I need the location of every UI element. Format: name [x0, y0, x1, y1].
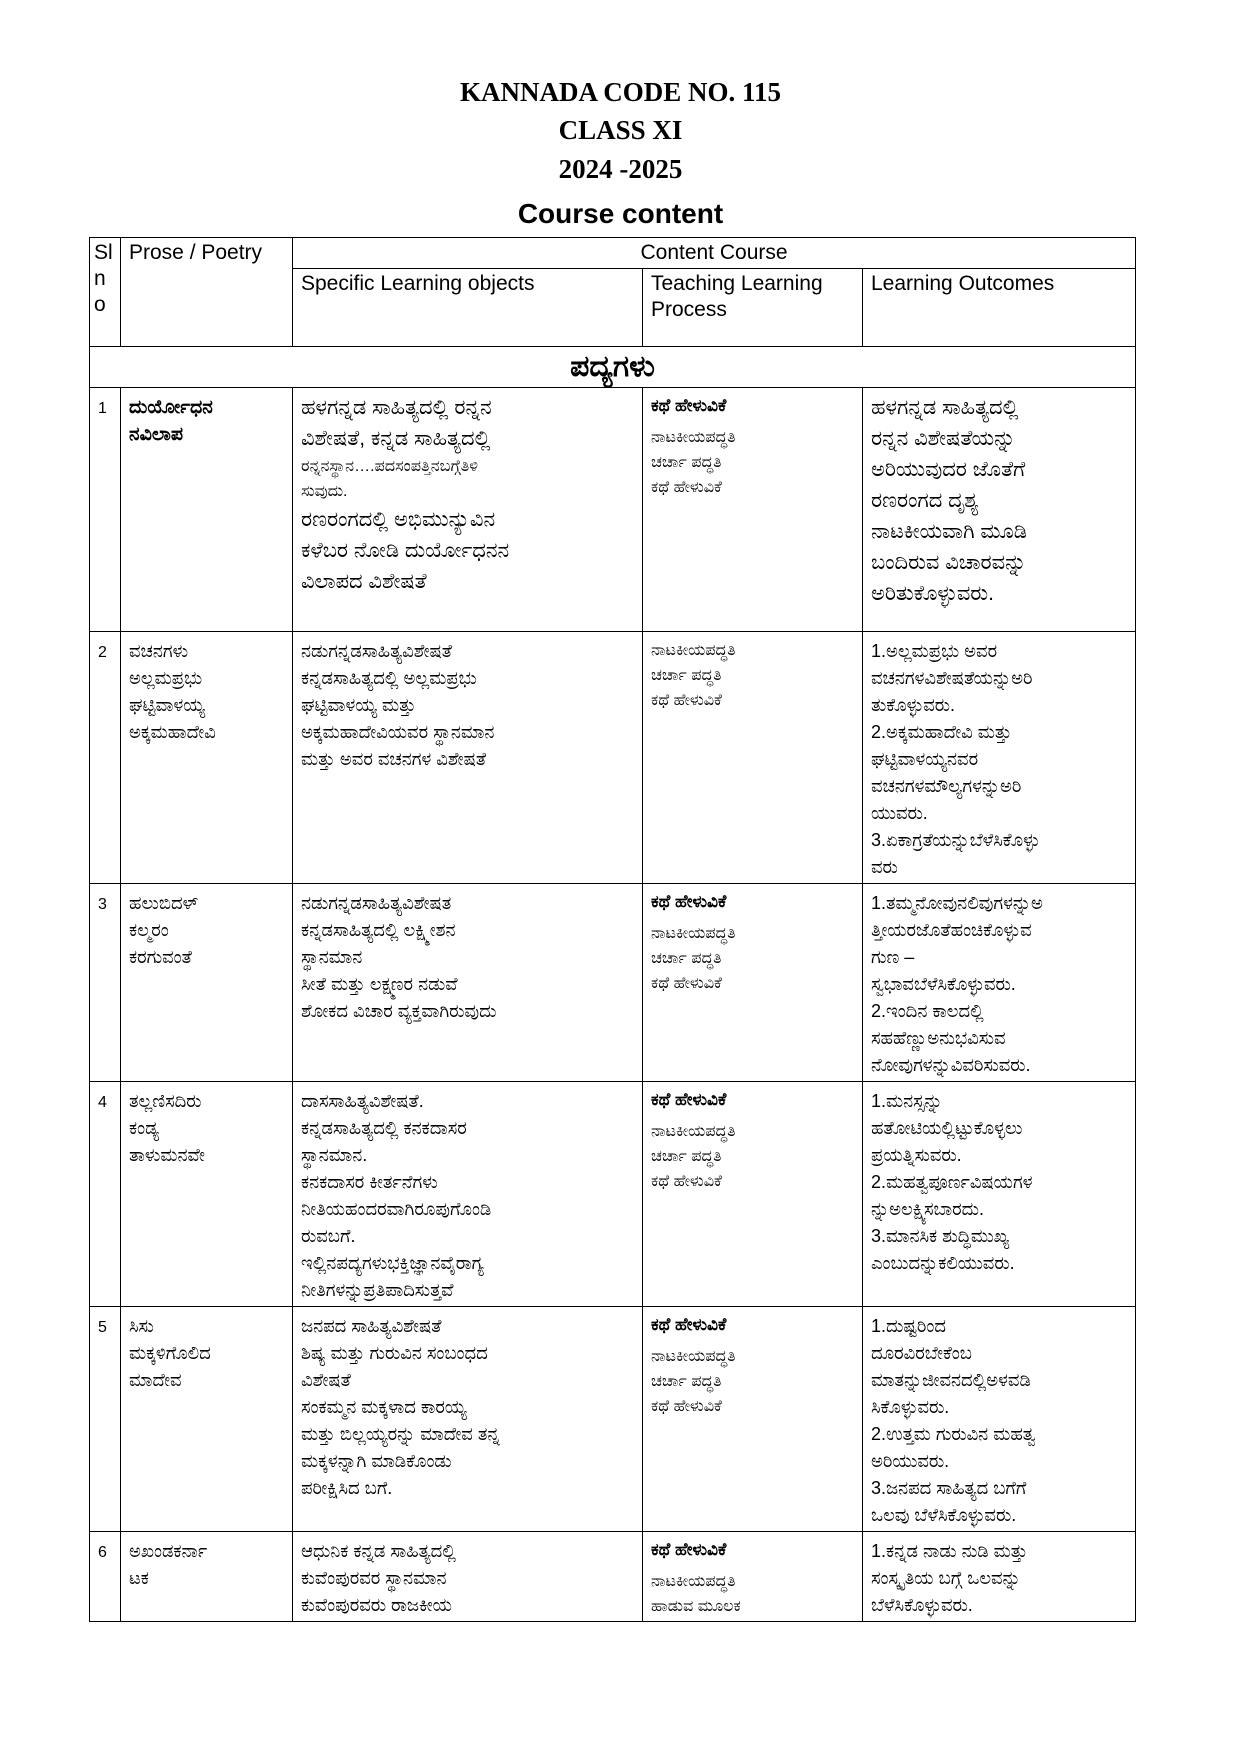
- col-header-learning-outcomes: Learning Outcomes: [863, 269, 1136, 347]
- lesson-title-line: ಕಲ್ಮರಂ: [129, 920, 169, 940]
- lo-line: ಒಲವು ಬೆಳೆಸಿಕೊಳ್ಳುವರು.: [871, 1505, 1017, 1525]
- teaching-learning-process: [643, 1307, 863, 1532]
- lesson-title-line: ದುರ್ಯೋಧನ: [129, 397, 213, 418]
- specific-learning-objects: [293, 388, 643, 632]
- slo-line: ಮಕ್ಕಳನ್ನಾಗಿ ಮಾಡಿಕೊಂಡು: [301, 1451, 452, 1471]
- row-number: 1: [90, 388, 121, 632]
- learning-outcomes: [863, 388, 1136, 632]
- col-header-teaching-learning-process: Teaching Learning Process: [643, 269, 863, 347]
- lo-line: ನೋವುಗಳನ್ನುವಿವರಿಸುವರು.: [871, 1055, 1031, 1075]
- col-header-sl-no: Sl no: [90, 238, 121, 347]
- section-heading-poems: ಪದ್ಯಗಳು: [90, 347, 1136, 388]
- lo-line: ನಾಟಕೀಯವಾಗಿ ಮೂಡಿ: [871, 520, 1027, 543]
- slo-line: ಸುವುದು.: [301, 483, 348, 500]
- col-header-content-course: Content Course: [293, 238, 1136, 269]
- lo-line: ರನ್ನನ ವಿಶೇಷತೆಯನ್ನು: [871, 427, 1016, 450]
- tlp-line: ಚರ್ಚಾ ಪದ್ಧತಿ: [651, 454, 722, 471]
- slo-line: ಶಿಷ್ಯ ಮತ್ತು ಗುರುವಿನ ಸಂಬಂಧದ: [301, 1343, 488, 1363]
- lo-line: ಅರಿಯುವುದರ ಜೊತೆಗೆ: [871, 458, 1026, 481]
- tlp-line: ನಾಟಕೀಯಪದ್ಧತಿ: [651, 1123, 736, 1140]
- lesson-title-line: ನವಿಲಾಪ: [129, 424, 184, 445]
- lo-line: ಸ್ವಭಾವಬೆಳೆಸಿಕೊಳ್ಳುವರು.: [871, 974, 1016, 994]
- slo-line: ರುವಬಗೆ.: [301, 1226, 356, 1246]
- col-header-prose-poetry: Prose / Poetry: [121, 238, 293, 347]
- lesson-title-line: ತಲ್ಲಣಿಸದಿರು: [129, 1091, 202, 1111]
- lo-line: 2.ಉತ್ತಮ ಗುರುವಿನ ಮಹತ್ವ: [871, 1424, 1036, 1444]
- slo-line: ಸ್ಥಾನಮಾನ: [301, 947, 363, 967]
- lo-line: ಸಹಹೆಣ್ಣುಅನುಭವಿಸುವ: [871, 1028, 1006, 1048]
- tlp-line: ಚರ್ಚಾ ಪದ್ಧತಿ: [651, 1148, 722, 1165]
- lo-line: ಪ್ರಯತ್ನಿಸುವರು.: [871, 1145, 962, 1165]
- slo-line: ರಣರಂಗದಲ್ಲಿ ಅಭಿಮುನ್ಯುವಿನ: [301, 508, 496, 531]
- table-row: [90, 1532, 1136, 1622]
- slo-line: ರನ್ನನಸ್ಥಾನ….ಪದಸಂಪತ್ತಿನಬಗ್ಗೆತಿಳಿ: [301, 458, 478, 475]
- lesson-title-line: ವಚನಗಳು: [129, 641, 189, 661]
- col-header-specific-learning-objects: Specific Learning objects: [293, 269, 643, 347]
- learning-outcomes: [863, 1082, 1136, 1307]
- tlp-line: ನಾಟಕೀಯಪದ್ಧತಿ: [651, 642, 736, 659]
- slo-line: ಮತ್ತು ಬಿಲ್ಲಯ್ಯರನ್ನು ಮಾದೇವ ತನ್ನ: [301, 1424, 500, 1444]
- tlp-line: ನಾಟಕೀಯಪದ್ಧತಿ: [651, 1573, 736, 1590]
- tlp-line: ಚರ್ಚಾ ಪದ್ಧತಿ: [651, 1373, 722, 1390]
- lo-line: 1.ಕನ್ನಡ ನಾಡು ನುಡಿ ಮತ್ತು: [871, 1541, 1028, 1561]
- lo-line: ತ್ತೀಯರಜೊತೆಹಂಚಿಕೊಳ್ಳುವ: [871, 920, 1032, 940]
- lo-line: ಘಟ್ಟಿವಾಳಯ್ಯನವರ: [871, 749, 979, 769]
- tlp-line: ಚರ್ಚಾ ಪದ್ಧತಿ: [651, 950, 722, 967]
- lesson-title-line: ಕಂಡ್ಯ: [129, 1118, 160, 1138]
- lo-line: ಹತೋಟಿಯಲ್ಲಿಟ್ಟುಕೊಳ್ಳಲು: [871, 1118, 1023, 1138]
- teaching-learning-process: [643, 884, 863, 1082]
- year-heading: 2024 -2025: [558, 154, 683, 184]
- lo-line: ಸಂಸ್ಕೃತಿಯ ಬಗ್ಗೆ ಒಲವನ್ನು: [871, 1568, 1021, 1588]
- table-row: [90, 632, 1136, 884]
- lesson-title-line: ಸಿಸು: [129, 1316, 154, 1336]
- slo-line: ಸೀತೆ ಮತ್ತು ಲಕ್ಷ್ಮಣರ ನಡುವೆ: [301, 974, 458, 994]
- lesson-title-line: ಕರಗುವಂತೆ: [129, 947, 192, 967]
- tlp-bold-line: ಕಥೆ ಹೇಳುವಿಕೆ: [651, 1315, 727, 1334]
- teaching-learning-process: [643, 388, 863, 632]
- slo-line: ಮತ್ತು ಅವರ ವಚನಗಳ ವಿಶೇಷತೆ: [301, 749, 487, 769]
- lesson-title: [121, 1082, 293, 1307]
- specific-learning-objects: [293, 1307, 643, 1532]
- slo-line: ಆಧುನಿಕ ಕನ್ನಡ ಸಾಹಿತ್ಯದಲ್ಲಿ: [301, 1541, 456, 1561]
- row-number: 5: [90, 1307, 121, 1532]
- lesson-title-line: ಮಕ್ಕಳಿಗೊಲಿದ: [129, 1343, 211, 1363]
- lo-line: ಮಾತನ್ನುಜೀವನದಲ್ಲಿಅಳವಡಿ: [871, 1370, 1031, 1390]
- tlp-line: ನಾಟಕೀಯಪದ್ಧತಿ: [651, 429, 736, 446]
- learning-outcomes: [863, 884, 1136, 1082]
- lo-line: 3.ಜನಪದ ಸಾಹಿತ್ಯದ ಬಗೆಗೆ: [871, 1478, 1027, 1498]
- slo-line: ಸ್ಥಾನಮಾನ.: [301, 1145, 368, 1165]
- lo-line: ಅರಿತುಕೊಳ್ಳುವರು.: [871, 582, 994, 605]
- course-content-title: Course content: [517, 198, 724, 229]
- teaching-learning-process: [643, 632, 863, 884]
- lo-line: ಹಳಗನ್ನಡ ಸಾಹಿತ್ಯದಲ್ಲಿ: [871, 396, 1019, 419]
- slo-line: ವಿಶೇಷತೆ: [301, 1370, 351, 1390]
- lo-line: ವಚನಗಳವಿಶೇಷತೆಯನ್ನುಅರಿ: [871, 668, 1033, 688]
- slo-line: ನಡುಗನ್ನಡಸಾಹಿತ್ಯವಿಶೇಷತ: [301, 893, 452, 913]
- lesson-title: [121, 388, 293, 632]
- table-row: [90, 1307, 1136, 1532]
- slo-line: ಸಂಕಮ್ಮನ ಮಕ್ಕಳಾದ ಕಾರಯ್ಯ: [301, 1397, 467, 1417]
- lo-line: ಬಂದಿರುವ ವಿಚಾರವನ್ನು: [871, 551, 1027, 574]
- tlp-line: ಕಥೆ ಹೇಳುವಿಕೆ: [651, 1398, 722, 1415]
- slo-line: ಜನಪದ ಸಾಹಿತ್ಯವಿಶೇಷತೆ: [301, 1316, 442, 1336]
- lo-line: 2.ಮಹತ್ವಪೂರ್ಣವಿಷಯಗಳ: [871, 1172, 1033, 1192]
- tlp-line: ಕಥೆ ಹೇಳುವಿಕೆ: [651, 692, 722, 709]
- slo-line: ನಡುಗನ್ನಡಸಾಹಿತ್ಯವಿಶೇಷತೆ: [301, 641, 453, 661]
- lesson-title-line: ತಾಳುಮನವೇ: [129, 1145, 205, 1165]
- lo-line: ಗುಣ –: [871, 947, 915, 967]
- row-number: 3: [90, 884, 121, 1082]
- lesson-title-line: ಅಕ್ಕಮಹಾದೇವಿ: [129, 722, 216, 742]
- lo-line: ಸಿಕೊಳ್ಳುವರು.: [871, 1397, 950, 1417]
- specific-learning-objects: [293, 1532, 643, 1622]
- slo-line: ವಿಶೇಷತೆ, ಕನ್ನಡ ಸಾಹಿತ್ಯದಲ್ಲಿ: [301, 427, 491, 450]
- tlp-line: ನಾಟಕೀಯಪದ್ಧತಿ: [651, 1348, 736, 1365]
- lesson-title-line: ಹಲುಬಿದಳ್: [129, 893, 199, 913]
- row-number: 2: [90, 632, 121, 884]
- learning-outcomes: [863, 632, 1136, 884]
- lo-line: ಬೆಳೆಸಿಕೊಳ್ಳುವರು.: [871, 1595, 973, 1615]
- lesson-title: [121, 632, 293, 884]
- specific-learning-objects: [293, 884, 643, 1082]
- lo-line: 1.ಅಲ್ಲಮಪ್ರಭು ಅವರ: [871, 641, 998, 661]
- lo-line: ಯುವರು.: [871, 803, 928, 823]
- course-content-table: [89, 237, 1136, 1622]
- tlp-line: ಕಥೆ ಹೇಳುವಿಕೆ: [651, 975, 722, 992]
- lesson-title: [121, 884, 293, 1082]
- slo-line: ಅಕ್ಕಮಹಾದೇವಿಯವರ ಸ್ಥಾನಮಾನ: [301, 722, 495, 742]
- lesson-title-line: ಮಾದೇವ: [129, 1370, 182, 1390]
- tlp-bold-line: ಕಥೆ ಹೇಳುವಿಕೆ: [651, 1540, 727, 1559]
- lo-line: 1.ಮನಸ್ಸನ್ನು: [871, 1091, 943, 1111]
- tlp-bold-line: ಕಥೆ ಹೇಳುವಿಕೆ: [651, 1090, 727, 1109]
- lo-line: ಅರಿಯುವರು.: [871, 1451, 950, 1471]
- lo-line: ತುಕೊಳ್ಳುವರು.: [871, 695, 956, 715]
- lesson-title: [121, 1532, 293, 1622]
- slo-line: ಕುವೆಂಪುರವರ ಸ್ಥಾನಮಾನ: [301, 1568, 447, 1588]
- slo-line: ಕನ್ನಡಸಾಹಿತ್ಯದಲ್ಲಿ ಲಕ್ಷ್ಮೀಶನ: [301, 920, 456, 940]
- slo-line: ಕಳೆಬರ ನೋಡಿ ದುರ್ಯೋಧನನ: [301, 539, 510, 562]
- lo-line: 2.ಅಕ್ಕಮಹಾದೇವಿ ಮತ್ತು: [871, 722, 1012, 742]
- teaching-learning-process: [643, 1532, 863, 1622]
- tlp-bold-line: ಕಥೆ ಹೇಳುವಿಕೆ: [651, 396, 727, 415]
- lesson-title-line: ಅಲ್ಲಮಪ್ರಭು: [129, 668, 203, 688]
- learning-outcomes: [863, 1307, 1136, 1532]
- lesson-title-line: ಘಟ್ಟಿವಾಳಯ್ಯ: [129, 695, 206, 715]
- table-row: [90, 884, 1136, 1082]
- tlp-bold-line: ಕಥೆ ಹೇಳುವಿಕೆ: [651, 892, 727, 911]
- row-number: 6: [90, 1532, 121, 1622]
- teaching-learning-process: [643, 1082, 863, 1307]
- lesson-title: [121, 1307, 293, 1532]
- slo-line: ದಾಸಸಾಹಿತ್ಯವಿಶೇಷತೆ.: [301, 1091, 424, 1111]
- lesson-title-line: ಅಖಂಡಕರ್ನಾ: [129, 1541, 208, 1561]
- lo-line: 3.ಮಾನಸಿಕ ಶುದ್ಧಿಮುಖ್ಯ: [871, 1226, 1010, 1246]
- lesson-title-line: ಟಕ: [129, 1568, 149, 1588]
- slo-line: ಕನಕದಾಸರ ಕೀರ್ತನೆಗಳು: [301, 1172, 438, 1192]
- tlp-line: ಕಥೆ ಹೇಳುವಿಕೆ: [651, 1173, 722, 1190]
- class-heading: CLASS XI: [558, 115, 683, 145]
- slo-line: ನೀತಿಯಹಂದರವಾಗಿರೂಪುಗೊಂಡಿ: [301, 1199, 492, 1219]
- lo-line: 1.ತಮ್ಮನೋವುನಲಿವುಗಳನ್ನುಅ: [871, 893, 1043, 913]
- slo-line: ಕನ್ನಡಸಾಹಿತ್ಯದಲ್ಲಿ ಕನಕದಾಸರ: [301, 1118, 467, 1138]
- slo-line: ನೀತಿಗಳನ್ನುಪ್ರತಿಪಾದಿಸುತ್ತವೆ: [301, 1280, 454, 1300]
- row-number: 4: [90, 1082, 121, 1307]
- lo-line: ಎಂಬುದನ್ನುಕಲಿಯುವರು.: [871, 1253, 1015, 1273]
- lo-line: ನ್ನುಅಲಕ್ಷ್ಯಿಸಬಾರದು.: [871, 1199, 985, 1219]
- slo-line: ಪರೀಕ್ಷಿಸಿದ ಬಗೆ.: [301, 1478, 393, 1498]
- lo-line: 1.ದುಷ್ಟರಿಂದ: [871, 1316, 947, 1336]
- slo-line: ಹಳಗನ್ನಡ ಸಾಹಿತ್ಯದಲ್ಲಿ ರನ್ನನ: [301, 396, 492, 419]
- lo-line: ರಣರಂಗದ ದೃಶ್ಯ: [871, 489, 979, 512]
- subject-code-heading: KANNADA CODE NO. 115: [459, 77, 782, 107]
- lo-line: 3.ಏಕಾಗ್ರತೆಯನ್ನುಬೆಳೆಸಿಕೊಳ್ಳು: [871, 830, 1040, 850]
- slo-line: ವಿಲಾಪದ ವಿಶೇಷತೆ: [301, 570, 427, 593]
- tlp-line: ಚರ್ಚಾ ಪದ್ಧತಿ: [651, 667, 722, 684]
- lo-line: ವರು: [871, 857, 898, 877]
- table-row: [90, 1082, 1136, 1307]
- slo-line: ಶೋಕದ ವಿಚಾರ ವ್ಯಕ್ತವಾಗಿರುವುದು: [301, 1001, 497, 1021]
- lo-line: ವಚನಗಳಮೌಲ್ಯಗಳನ್ನುಅರಿ: [871, 776, 1022, 796]
- lo-line: ದೂರವಿರಬೇಕೆಂಬ: [871, 1343, 972, 1363]
- tlp-line: ಹಾಡುವ ಮೂಲಕ: [651, 1598, 741, 1615]
- table-row: [90, 388, 1136, 632]
- tlp-line: ಕಥೆ ಹೇಳುವಿಕೆ: [651, 479, 722, 496]
- slo-line: ಇಲ್ಲಿನಪದ್ಯಗಳುಭಕ್ತಿಜ್ಞಾನವೈರಾಗ್ಯ: [301, 1253, 484, 1273]
- specific-learning-objects: [293, 1082, 643, 1307]
- learning-outcomes: [863, 1532, 1136, 1622]
- specific-learning-objects: [293, 632, 643, 884]
- tlp-line: ನಾಟಕೀಯಪದ್ಧತಿ: [651, 925, 736, 942]
- slo-line: ಕನ್ನಡಸಾಹಿತ್ಯದಲ್ಲಿ ಅಲ್ಲಮಪ್ರಭು: [301, 668, 477, 688]
- slo-line: ಕುವೆಂಪುರವರು ರಾಜಕೀಯ: [301, 1595, 452, 1615]
- slo-line: ಘಟ್ಟಿವಾಳಯ್ಯ ಮತ್ತು: [301, 695, 416, 715]
- lo-line: 2.ಇಂದಿನ ಕಾಲದಲ್ಲಿ: [871, 1001, 984, 1021]
